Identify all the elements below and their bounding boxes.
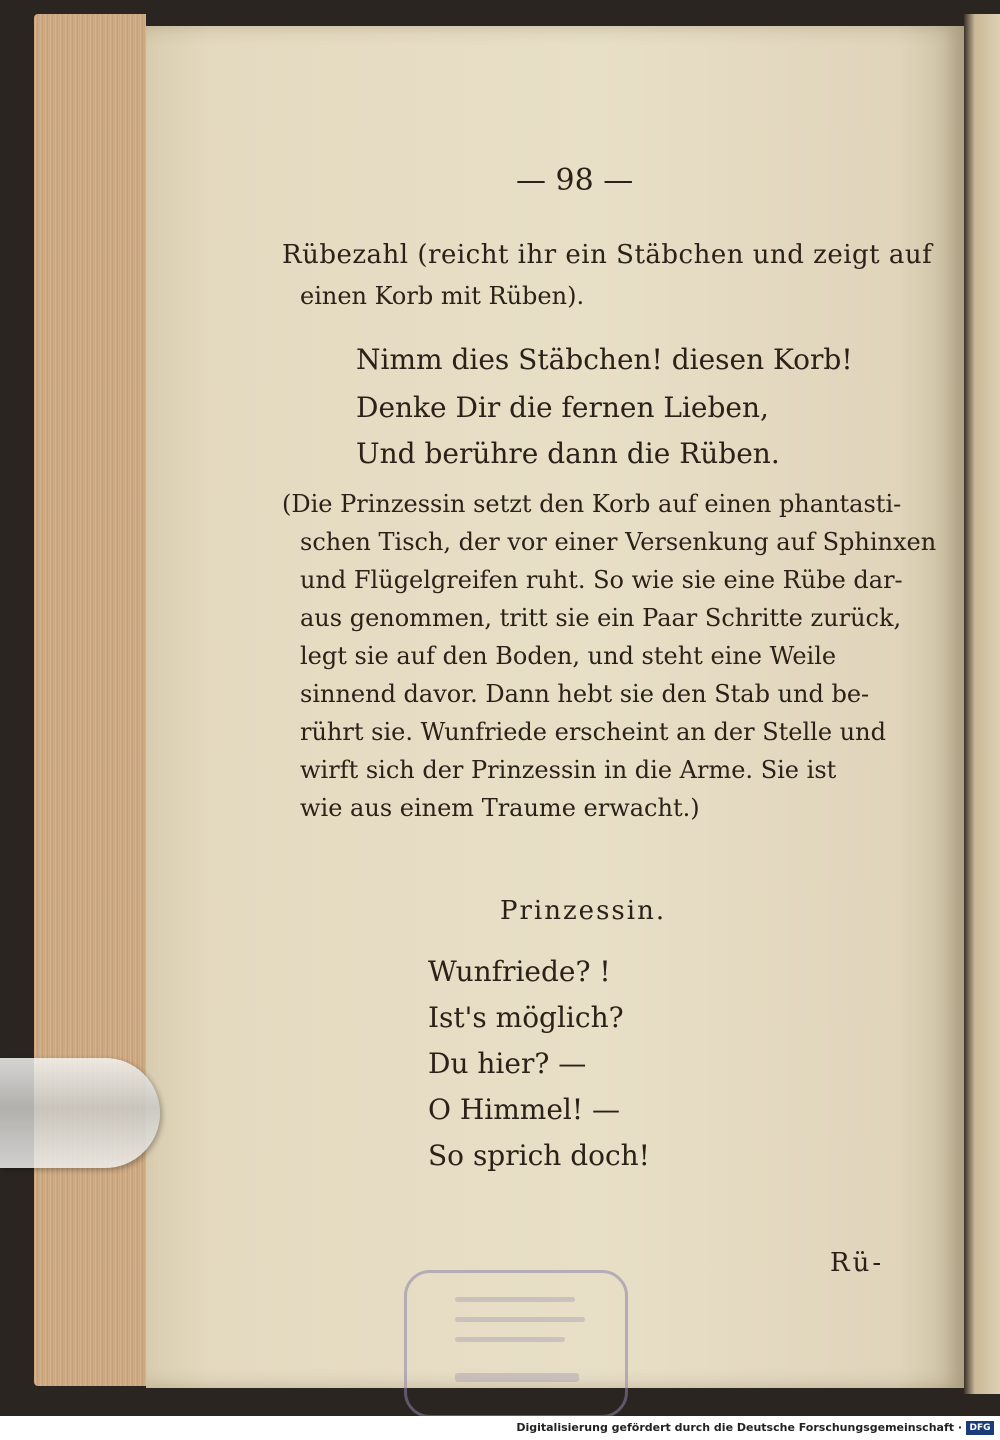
- stage-direction-line: schen Tisch, der vor einer Versenkung auf Sphinxen: [300, 528, 937, 556]
- page-clip: [0, 1058, 160, 1168]
- dfg-logo: DFG: [966, 1421, 994, 1435]
- verse-line: Du hier? —: [428, 1047, 587, 1080]
- verse-line: Und berühre dann die Rüben.: [356, 437, 780, 470]
- verse-line: Ist's möglich?: [428, 1001, 624, 1034]
- stage-direction-line: wie aus einem Traume erwacht.): [300, 794, 700, 822]
- catchword: Rü-: [830, 1248, 885, 1278]
- footer-bar: [0, 1416, 1000, 1440]
- verse-line: Nimm dies Stäbchen! diesen Korb!: [356, 343, 853, 376]
- stage-direction-line: legt sie auf den Boden, und steht eine Weile: [300, 642, 837, 670]
- stage-direction-line: rührt sie. Wunfriede erscheint an der Stelle und: [300, 718, 886, 746]
- page-block-edge: [34, 14, 146, 1386]
- verse-line: Wunfriede? !: [428, 955, 611, 988]
- footer-credit: Digitalisierung gefördert durch die Deutsche Forschungsgemeinschaft ·: [516, 1421, 962, 1434]
- stage-direction-line: und Flügelgreifen ruht. So wie sie eine Rübe dar-: [300, 566, 903, 594]
- stage-direction-line: sinnend davor. Dann hebt sie den Stab und be-: [300, 680, 870, 708]
- stage-direction-line: aus genommen, tritt sie ein Paar Schritte zurück,: [300, 604, 902, 632]
- verse-line: Denke Dir die fernen Lieben,: [356, 391, 769, 424]
- verse-line: So sprich doch!: [428, 1139, 650, 1172]
- verse-line: O Himmel! —: [428, 1093, 621, 1126]
- stage-direction-line: wirft sich der Prinzessin in die Arme. Sie ist: [300, 756, 837, 784]
- speaker-name: Prinzessin.: [500, 896, 667, 926]
- page-number: — 98 —: [516, 163, 634, 198]
- speaker-direction-cont: einen Korb mit Rüben).: [300, 282, 585, 310]
- library-stamp: [404, 1270, 628, 1416]
- stage-direction-line: (Die Prinzessin setzt den Korb auf einen phantasti-: [282, 490, 902, 518]
- speaker-direction: Rübezahl (reicht ihr ein Stäbchen und zeigt auf: [282, 240, 933, 270]
- opposite-page-edge: [964, 14, 1000, 1394]
